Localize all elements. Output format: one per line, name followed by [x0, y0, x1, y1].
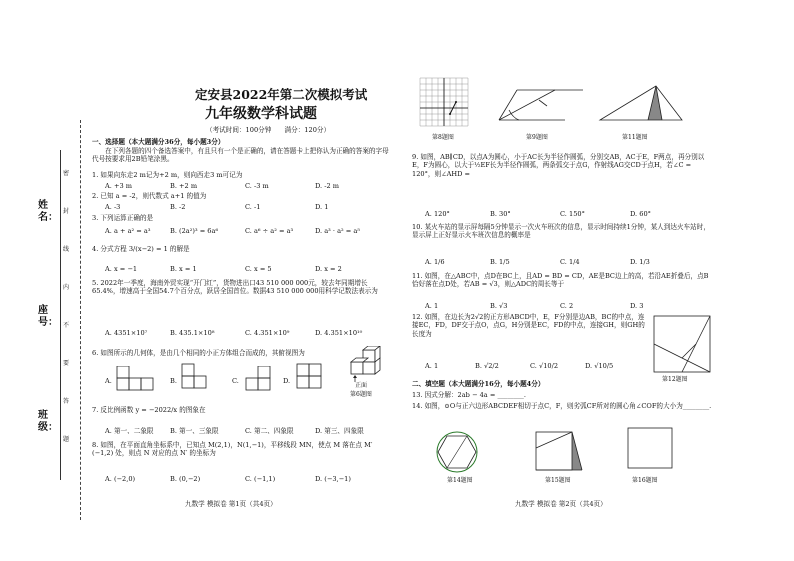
q9-option-d[interactable]: D. 60°	[630, 210, 651, 218]
q8-option-b[interactable]: B. (0,−2)	[170, 475, 201, 483]
q13-stem: 13. 因式分解：2ab − 4a = ________.	[412, 391, 526, 399]
seal-word: 线	[63, 246, 70, 253]
q8-caption: 第8题图	[432, 134, 454, 141]
q10-option-a[interactable]: A. 1/6	[425, 258, 445, 266]
q6-option-b[interactable]: B.	[170, 377, 177, 385]
q10-option-d[interactable]: D. 1/3	[630, 258, 650, 266]
q16-caption: 第16题图	[632, 477, 658, 484]
q6-figure-d	[295, 362, 335, 394]
q1-option-a[interactable]: A. +3 m	[105, 182, 133, 190]
q6-figure-c	[244, 366, 284, 392]
q6-figure-a	[115, 366, 157, 392]
q6-front-label: 正面	[355, 382, 368, 389]
q4-option-b[interactable]: B. x = 1	[170, 265, 197, 273]
q12-option-b[interactable]: B. √2/2	[475, 362, 499, 370]
q11-figure	[596, 82, 686, 128]
q11-option-a[interactable]: A. 1	[425, 302, 439, 310]
seal-word: 密	[63, 170, 70, 177]
section2-heading: 二、填空题（本大题满分16分，每小题4分）	[412, 380, 545, 388]
q7-option-c[interactable]: C. 第二、四象限	[245, 427, 294, 435]
q3-option-b[interactable]: B. (2a²)³ = 6a⁶	[170, 227, 219, 235]
q1-option-b[interactable]: B. +2 m	[170, 182, 198, 190]
q12-square-figure	[650, 312, 714, 376]
q3-option-c[interactable]: C. a⁶ ÷ a² = a³	[245, 227, 294, 235]
seal-word: 要	[63, 360, 70, 367]
name-label: 姓名：	[38, 200, 58, 223]
name-write-line[interactable]	[60, 150, 61, 480]
q11-stem: 11. 如图，在△ABC中，点D在BC上，且AD = BD = CD，AE是BC边上的高，若沿AE折叠后，点B恰好落在点D处，若AB = √3，则△ADC的周长等于	[412, 272, 709, 289]
q2-option-d[interactable]: D. 1	[315, 203, 329, 211]
q11-option-b[interactable]: B. √3	[490, 302, 508, 310]
q11-option-c[interactable]: C. 2	[560, 302, 574, 310]
class-label: 班级：	[38, 410, 58, 433]
q1-stem: 1. 如果向东走2 m记为+2 m，则向西走3 m可记为	[92, 171, 243, 179]
q9-option-b[interactable]: B. 30°	[490, 210, 511, 218]
q12-option-a[interactable]: A. 1	[425, 362, 439, 370]
q5-option-d[interactable]: D. 4.351×10¹⁰	[315, 329, 363, 337]
q6-solid-figure	[345, 346, 395, 388]
seal-word: 内	[63, 284, 70, 291]
exam-subtitle: 九年级数学科试题	[205, 106, 317, 122]
q4-option-a[interactable]: A. x = −1	[105, 265, 138, 273]
q3-option-a[interactable]: A. a + a² = a³	[105, 227, 151, 235]
q14-figure	[432, 428, 482, 476]
exam-title: 定安县2022年第二次模拟考试	[195, 87, 368, 102]
q2-option-c[interactable]: C. -1	[245, 203, 261, 211]
q14-stem: 14. 如图，⊙O与正六边形ABCDEF相切于点C，F，则劣弧CF所对的圆心角∠COF的大小为________.	[412, 402, 712, 410]
q9-caption: 第9题图	[526, 134, 548, 141]
q11-option-d[interactable]: D. 3	[630, 302, 644, 310]
q8-grid-figure	[418, 76, 470, 128]
q7-stem: 7. 反比例函数 y = −2022/x 的图象在	[92, 406, 206, 414]
q16-figure	[620, 424, 684, 474]
q6-figure-b	[180, 362, 222, 394]
q1-option-d[interactable]: D. -2 m	[315, 182, 340, 190]
q2-option-a[interactable]: A. -3	[105, 203, 121, 211]
q3-stem: 3. 下列运算正确的是	[92, 214, 154, 222]
seal-word: 题	[63, 436, 70, 443]
q4-option-c[interactable]: C. x = 5	[245, 265, 272, 273]
q12-caption: 第12题图	[662, 376, 688, 383]
binding-dashed-line	[80, 120, 81, 520]
seal-word: 不	[63, 322, 70, 329]
q7-option-a[interactable]: A. 第一、二象限	[105, 427, 154, 435]
seal-words	[63, 170, 73, 474]
q4-option-d[interactable]: D. x = 2	[315, 265, 342, 273]
q9-stem: 9. 如图，AB∥CD，以点A为圆心，小于AC长为半径作圆弧，分别交AB，AC于E，F两点，再分别以E，F为圆心，以大于½EF长为半径作圆弧，两条弧交于点G，作射线AG交CD于点H，若∠C = 120°，则∠AHD =	[412, 153, 705, 178]
q12-option-c[interactable]: C. √10/2	[530, 362, 559, 370]
q8-option-d[interactable]: D. (−3,−1)	[315, 475, 351, 483]
q3-option-d[interactable]: D. a³ · a² = a⁵	[315, 227, 360, 235]
q5-option-b[interactable]: B. 435.1×10⁸	[170, 329, 215, 337]
q10-stem: 10. 某火车站的显示屏每隔5分钟显示一次火车班次的信息，显示时间持续1分钟，某人到达火车站时，显示屏上正好显示火车班次信息的概率是	[412, 223, 710, 240]
q6-option-c[interactable]: C.	[232, 377, 239, 385]
q8-stem: 8. 如图，在平面直角坐标系中，已知点 M(2,1)，N(1,−1)，平移线段 MN，使点 M 落在点 M′(−1,2) 处，则点 N 对应的点 N′ 的坐标为	[92, 441, 373, 458]
q5-option-a[interactable]: A. 4351×10⁷	[105, 329, 148, 337]
q15-caption: 第15题图	[545, 477, 571, 484]
exam-info: （考试时间：100分钟 满分：120分）	[206, 126, 331, 134]
q15-figure	[530, 428, 588, 474]
q5-option-c[interactable]: C. 4.351×10⁹	[245, 329, 290, 337]
q4-stem: 4. 分式方程 3/(x−2) = 1 的解是	[92, 245, 190, 253]
footer-page2: 九数学 模拟卷 第2页（共4页）	[515, 500, 607, 508]
q8-option-c[interactable]: C. (−1,1)	[245, 475, 276, 483]
q8-option-a[interactable]: A. (−2,0)	[105, 475, 136, 483]
q6-option-a[interactable]: A.	[105, 377, 112, 385]
q6-option-d[interactable]: D.	[283, 377, 291, 385]
q6-caption: 第6题图	[350, 391, 372, 398]
q7-option-b[interactable]: B. 第一、三象限	[170, 427, 219, 435]
q5-stem: 5. 2022年一季度，海南外贸实现“开门红”，货物进出口43 510 000 000元，较去年同期增长65.4%，增速高于全国54.7个百分点，跃居全国首位。数据43 510 000 000用科学记数法表示为	[92, 279, 378, 296]
q7-option-d[interactable]: D. 第三、四象限	[315, 427, 364, 435]
seal-word: 封	[63, 208, 70, 215]
q11-caption: 第11题图	[622, 134, 648, 141]
seat-label: 座号：	[38, 305, 58, 328]
q1-option-c[interactable]: C. -3 m	[245, 182, 269, 190]
seal-word: 答	[63, 398, 70, 405]
q14-caption: 第14题图	[447, 477, 473, 484]
q9-figure	[495, 80, 585, 128]
q6-stem: 6. 如图所示的几何体，是由几个相同的小正方体组合而成的，其俯视图为	[92, 349, 305, 357]
q12-stem: 12. 如图，在边长为2√2的正方形ABCD中，E，F分别是边AB，BC的中点，连接EC，FD，DF交于点O，点G，H分别是EC，FD的中点，连接GH，则GH的长度为	[412, 313, 645, 338]
q12-option-d[interactable]: D. √10/5	[585, 362, 614, 370]
q2-stem: 2. 已知 a = -2，则代数式 a+1 的值为	[92, 192, 207, 200]
footer-page1: 九数学 模拟卷 第1页（共4页）	[185, 500, 277, 508]
q10-option-b[interactable]: B. 1/5	[490, 258, 510, 266]
section1-instruction: 在下列各题的四个备选答案中，有且只有一个是正确的，请在答题卡上把你认为正确的答案的字母代号按要求用2B铅笔涂黑。	[92, 147, 389, 164]
q9-option-a[interactable]: A. 120°	[425, 210, 450, 218]
q10-option-c[interactable]: C. 1/4	[560, 258, 580, 266]
q2-option-b[interactable]: B. -2	[170, 203, 186, 211]
q9-option-c[interactable]: C. 150°	[560, 210, 585, 218]
section1-heading: 一、选择题（本大题满分36分，每小题3分）	[92, 138, 225, 146]
